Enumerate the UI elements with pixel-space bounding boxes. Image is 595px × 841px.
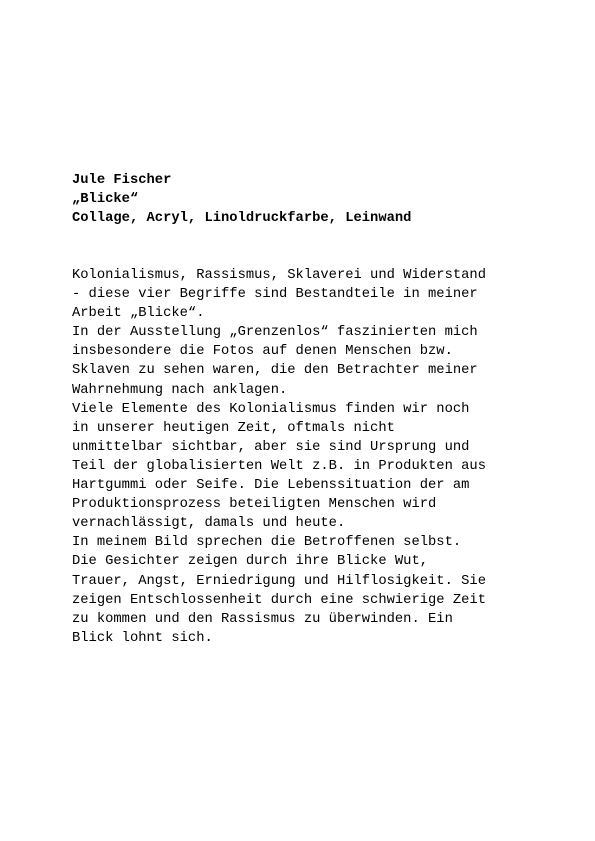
statement-line: vernachlässigt, damals und heute. xyxy=(72,516,346,532)
statement-line: In der Ausstellung „Grenzenlos“ faszinierten mich xyxy=(72,325,478,341)
statement-line: zu kommen und den Rassismus zu überwinden. Ein xyxy=(72,611,453,627)
statement-line: Produktionsprozess beteiligten Menschen wird xyxy=(72,497,437,513)
statement-line: Sklaven zu sehen waren, die den Betrachter meiner xyxy=(72,363,478,379)
statement-line: Trauer, Angst, Erniedrigung und Hilflosigkeit. Sie xyxy=(72,573,486,589)
artist-name: Jule Fischer xyxy=(72,173,172,188)
statement-line: unmittelbar sichtbar, aber sie sind Ursprung und xyxy=(72,439,470,455)
artist-statement xyxy=(72,266,542,648)
statement-line: - diese vier Begriffe sind Bestandteile in meiner xyxy=(72,287,478,303)
statement-line: Wahrnehmung nach anklagen. xyxy=(72,382,288,398)
artwork-materials: Collage, Acryl, Linoldruckfarbe, Leinwand xyxy=(72,210,412,226)
statement-line: Arbeit „Blicke“. xyxy=(72,306,205,322)
statement-line: insbesondere die Fotos auf denen Menschen bzw. xyxy=(72,344,453,360)
statement-line: Teil der globalisierten Welt z.B. in Produkten aus xyxy=(72,458,486,474)
statement-line: In meinem Bild sprechen die Betroffenen selbst. xyxy=(72,535,462,551)
statement-line: Kolonialismus, Rassismus, Sklaverei und Widerstand xyxy=(72,268,486,283)
artwork-header xyxy=(72,172,542,229)
statement-line: zeigen Entschlossenheit durch eine schwierige Zeit xyxy=(72,592,486,608)
statement-line: Hartgummi oder Seife. Die Lebenssituation der am xyxy=(72,478,470,494)
statement-line: Viele Elemente des Kolonialismus finden wir noch xyxy=(72,401,470,417)
artwork-title: „Blicke“ xyxy=(72,191,139,207)
statement-line: in unserer heutigen Zeit, oftmals nicht xyxy=(72,420,395,436)
statement-line: Blick lohnt sich. xyxy=(72,630,213,646)
statement-line: Die Gesichter zeigen durch ihre Blicke Wut, xyxy=(72,554,429,570)
